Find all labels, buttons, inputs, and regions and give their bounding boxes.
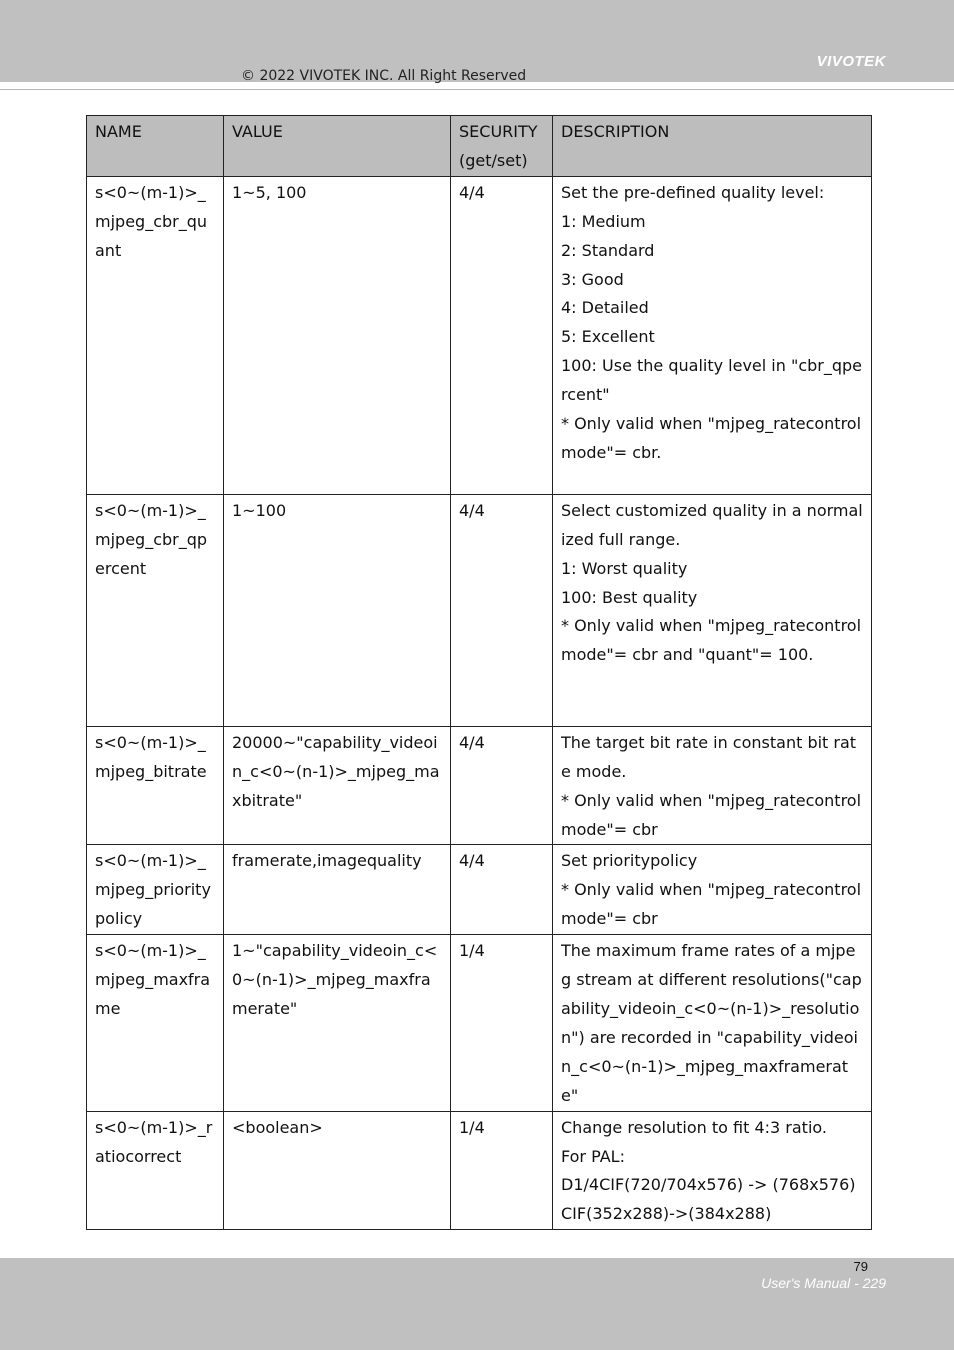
- cell-security: 4/4: [451, 726, 553, 845]
- cell-description: [553, 494, 872, 726]
- copyright-text: © 2022 VIVOTEK INC. All Right Reserved: [241, 68, 527, 84]
- description-line: Select customized quality in a normalized full range.: [561, 500, 863, 549]
- cell-name: s<0~(m-1)>_ratiocorrect: [87, 1111, 224, 1230]
- cell-value: 1~100: [224, 494, 451, 726]
- brand-logo: VIVOTEK: [816, 53, 886, 70]
- table-row: [87, 176, 872, 494]
- page-number: 79: [853, 1259, 868, 1274]
- description-line: The target bit rate in constant bit rate mode.: [561, 732, 857, 781]
- table-header-row: [87, 116, 872, 177]
- cell-description: [553, 935, 872, 1111]
- cell-value: 1~"capability_videoin_c<0~(n-1)>_mjpeg_maxframerate": [224, 935, 451, 1111]
- cell-description: [553, 845, 872, 935]
- cell-value: 1~5, 100: [224, 176, 451, 494]
- cell-security: 4/4: [451, 845, 553, 935]
- header-divider: [0, 89, 954, 90]
- description-line: * Only valid when "mjpeg_ratecontrolmode"= cbr and "quant"= 100.: [561, 616, 862, 665]
- cell-value: 20000~"capability_videoin_c<0~(n-1)>_mjpeg_maxbitrate": [224, 726, 451, 845]
- description-line: Change resolution to fit 4:3 ratio.: [561, 1117, 827, 1137]
- cell-name: s<0~(m-1)>_mjpeg_bitrate: [87, 726, 224, 845]
- description-line: 1: Medium: [561, 211, 646, 231]
- table-row: [87, 845, 872, 935]
- description-line: * Only valid when "mjpeg_ratecontrolmode"= cbr: [561, 880, 862, 929]
- column-header-name: NAME: [87, 116, 224, 177]
- cell-description: [553, 176, 872, 494]
- table-row: [87, 726, 872, 845]
- table-row: [87, 494, 872, 726]
- cell-security: 1/4: [451, 935, 553, 1111]
- description-line: D1/4CIF(720/704x576) -> (768x576): [561, 1175, 856, 1195]
- cell-name: s<0~(m-1)>_mjpeg_maxframe: [87, 935, 224, 1111]
- column-header-security: SECURITY(get/set): [451, 116, 553, 177]
- description-line: For PAL:: [561, 1146, 625, 1166]
- description-line: Set the pre-defined quality level:: [561, 182, 825, 202]
- description-line: CIF(352x288)->(384x288): [561, 1204, 772, 1224]
- cell-security: 4/4: [451, 494, 553, 726]
- manual-page-label: User's Manual - 229: [761, 1275, 886, 1291]
- description-line: 3: Good: [561, 269, 624, 289]
- description-line: 4: Detailed: [561, 298, 649, 318]
- description-line: 100: Best quality: [561, 587, 698, 607]
- description-line: * Only valid when "mjpeg_ratecontrolmode"= cbr.: [561, 414, 862, 462]
- table-row: [87, 1111, 872, 1230]
- cell-value: <boolean>: [224, 1111, 451, 1230]
- cell-name: s<0~(m-1)>_mjpeg_cbr_qpercent: [87, 494, 224, 726]
- description-line: 2: Standard: [561, 240, 655, 260]
- cell-security: 1/4: [451, 1111, 553, 1230]
- description-line: 5: Excellent: [561, 327, 655, 347]
- description-line: 1: Worst quality: [561, 558, 688, 578]
- cell-name: s<0~(m-1)>_mjpeg_prioritypolicy: [87, 845, 224, 935]
- cell-description: [553, 726, 872, 845]
- cell-security: 4/4: [451, 176, 553, 494]
- description-line: The maximum frame rates of a mjpeg stream at different resolutions("capability_videoin_c<0~(n-1)>_resolution") are recorded in "capability_videoin_c<0~(n-1)>_mjpeg_maxframerate": [561, 941, 862, 1105]
- description-line: 100: Use the quality level in "cbr_qpercent": [561, 356, 863, 405]
- parameter-table: [86, 115, 872, 1230]
- footer-band: [0, 1258, 954, 1350]
- table-row: [87, 935, 872, 1111]
- description-line: * Only valid when "mjpeg_ratecontrolmode"= cbr: [561, 790, 862, 839]
- cell-name: s<0~(m-1)>_mjpeg_cbr_quant: [87, 176, 224, 494]
- column-header-description: DESCRIPTION: [553, 116, 872, 177]
- cell-description: [553, 1111, 872, 1230]
- cell-value: framerate,imagequality: [224, 845, 451, 935]
- column-header-value: VALUE: [224, 116, 451, 177]
- description-line: Set prioritypolicy: [561, 851, 698, 871]
